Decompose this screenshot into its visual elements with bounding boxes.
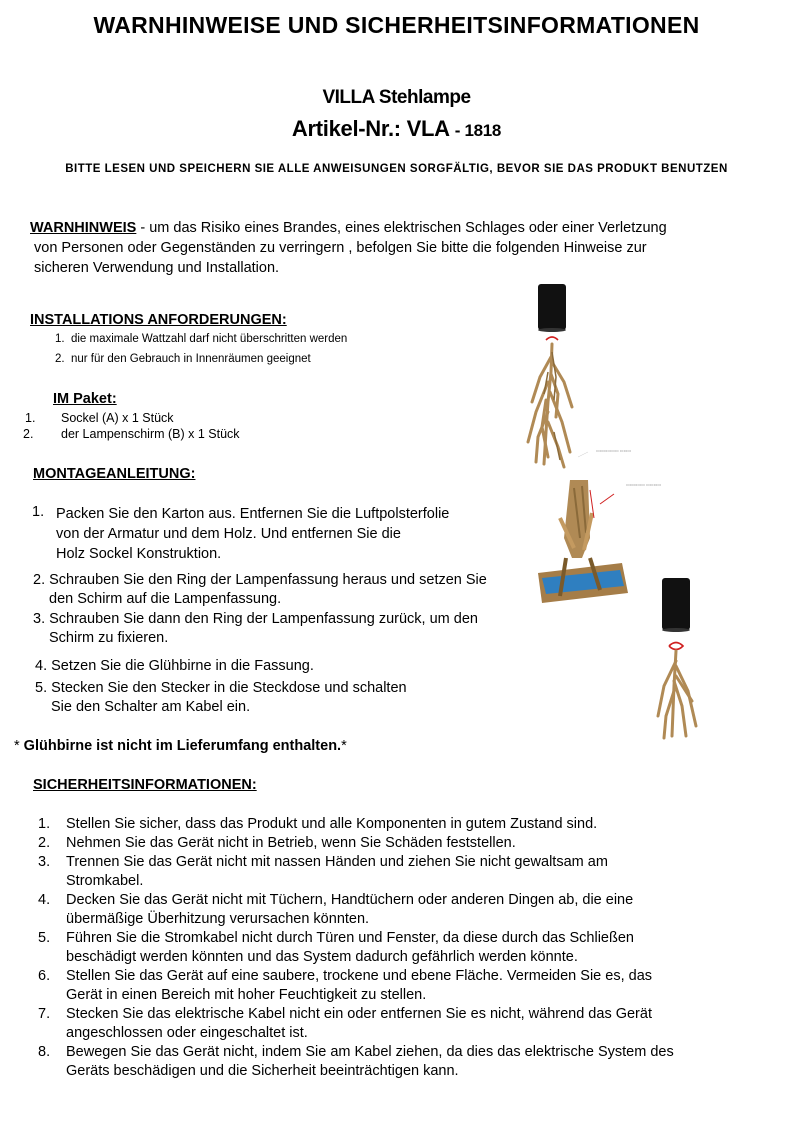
safety-item-line: Trennen Sie das Gerät nicht mit nassen Händen und ziehen Sie nicht gewaltsam am: [66, 854, 608, 870]
lamp-full-image: [518, 282, 598, 470]
package-item-num: 2.: [23, 427, 34, 441]
article-number-value: - 1818: [454, 121, 502, 140]
marker-icon: [546, 337, 558, 340]
article-prefix: Artikel-Nr.: VLA: [291, 116, 449, 141]
package-item-text: der Lampenschirm (B) x 1 Stück: [61, 427, 240, 441]
step-line: Holz Sockel Konstruktion.: [56, 546, 222, 562]
step-4: 4. Setzen Sie die Glühbirne in die Fassung.: [35, 658, 314, 674]
safety-item-line: Geräts beschädigen und die Sicherheit beeinträchtigen kann.: [66, 1063, 459, 1079]
safety-item-line: Gerät in einen Bereich mit hoher Feuchtigkeit zu stellen.: [66, 987, 427, 1003]
installation-item: [55, 333, 347, 345]
bulb-note: [14, 738, 347, 754]
step-line: 3. Schrauben Sie dann den Ring der Lampenfassung zurück, um den: [33, 611, 478, 627]
lamp-shade: [662, 578, 690, 630]
safety-item-line: Stecken Sie das elektrische Kabel nicht ein oder entfernen Sie es nicht, während das Gerät: [66, 1006, 652, 1022]
safety-item-line: Nehmen Sie das Gerät nicht in Betrieb, wenn Sie Schäden feststellen.: [66, 835, 516, 851]
warning-line-3: sicheren Verwendung und Installation.: [34, 260, 280, 276]
item-number: 2.: [55, 353, 65, 365]
safety-item-number: 1.: [38, 816, 51, 832]
safety-item-number: 8.: [38, 1044, 51, 1060]
step-1-text: [56, 504, 449, 564]
safety-item-number: 5.: [38, 930, 51, 946]
step-3: [33, 610, 478, 648]
warning-heading: WARNHINWEIS: [30, 220, 137, 236]
bulb-note-prefix: *: [14, 738, 24, 754]
installation-item: [55, 353, 311, 365]
wood-branches: [528, 344, 572, 467]
safety-item-line: Führen Sie die Stromkabel nicht durch Türen und Fenster, da diese durch das Schließen: [66, 930, 634, 946]
image-annotation: ▭▭▭▭▭▭ ▭▭▭: [596, 448, 632, 453]
lamp-base-image: [530, 478, 630, 606]
safety-item-line: beschädigt werden könnten und das System dadurch gefährlich werden könnte.: [66, 949, 578, 965]
image-annotation: ▭▭▭▭▭ ▭▭▭▭: [626, 482, 662, 487]
safety-item: [30, 815, 770, 834]
article-number: [0, 116, 793, 142]
item-number: 1.: [55, 333, 65, 345]
safety-item-number: 2.: [38, 835, 51, 851]
page-title: WARNHINWEISE UND SICHERHEITSINFORMATIONEN: [93, 12, 700, 38]
warning-line-1: - um das Risiko eines Brandes, eines elektrischen Schlages oder einer Verletzung: [136, 220, 667, 236]
installation-heading: INSTALLATIONS ANFORDERUNGEN:: [30, 312, 287, 328]
marker-icon: [669, 643, 683, 650]
product-name: VILLA Stehlampe: [322, 87, 471, 108]
safety-item-line: Stromkabel.: [66, 873, 144, 889]
safety-item-line: übermäßige Überhitzung verursachen könnten.: [66, 911, 370, 927]
safety-item-line: Bewegen Sie das Gerät nicht, indem Sie am Kabel ziehen, da dies das elektrische System des: [66, 1044, 674, 1060]
step-line: Packen Sie den Karton aus. Entfernen Sie die Luftpolsterfolie: [56, 506, 450, 522]
safety-item-number: 4.: [38, 892, 51, 908]
bulb-note-suffix: *: [341, 738, 347, 754]
safety-item-line: Decken Sie das Gerät nicht mit Tüchern, Handtüchern oder anderen Dingen ab, die eine: [66, 892, 634, 908]
safety-list: [30, 815, 770, 1081]
safety-item: [30, 853, 770, 891]
step-line: Schirm zu fixieren.: [49, 630, 169, 646]
safety-item-line: angeschlossen oder eingeschaltet ist.: [66, 1025, 308, 1041]
assembly-heading: MONTAGEANLEITUNG:: [33, 466, 196, 482]
safety-item-number: 6.: [38, 968, 51, 984]
safety-item-line: Stellen Sie sicher, dass das Produkt und alle Komponenten in gutem Zustand sind.: [66, 816, 598, 832]
warning-line-2: von Personen oder Gegenständen zu verringern , befolgen Sie bitte die folgenden Hinweise zur: [34, 240, 647, 256]
step-line: den Schirm auf die Lampenfassung.: [49, 591, 282, 607]
item-text: die maximale Wattzahl darf nicht überschritten werden: [70, 333, 348, 345]
step-5: [35, 679, 407, 717]
safety-item-line: Stellen Sie das Gerät auf eine saubere, trockene und ebene Fläche. Vermeiden Sie es, das: [66, 968, 653, 984]
package-item-num: 1.: [25, 411, 36, 425]
step-1-number: 1.: [32, 504, 45, 520]
safety-heading: SICHERHEITSINFORMATIONEN:: [33, 777, 257, 793]
lamp-shade: [538, 284, 566, 330]
safety-item-number: 7.: [38, 1006, 51, 1022]
step-2: [33, 571, 487, 609]
warning-paragraph: [30, 218, 750, 278]
step-line: von der Armatur und dem Holz. Und entfernen Sie die: [56, 526, 401, 542]
safety-item-number: 3.: [38, 854, 51, 870]
read-notice: BITTE LESEN UND SPEICHERN SIE ALLE ANWEISUNGEN SORGFÄLTIG, BEVOR SIE DAS PRODUKT BENUTZEN: [65, 163, 728, 175]
package-heading: IM Paket:: [53, 391, 117, 407]
safety-item: [30, 891, 770, 929]
bulb-note-text: Glühbirne ist nicht im Lieferumfang enthalten.: [23, 738, 342, 754]
lamp-top-image: [652, 576, 710, 741]
step-line: 5. Stecken Sie den Stecker in die Steckdose und schalten: [35, 680, 407, 696]
item-text: nur für den Gebrauch in Innenräumen geeignet: [70, 353, 311, 365]
step-line: 2. Schrauben Sie den Ring der Lampenfassung heraus und setzen Sie: [33, 572, 487, 588]
safety-item: [30, 929, 770, 967]
safety-item: [30, 1043, 770, 1081]
package-item-text: Sockel (A) x 1 Stück: [61, 411, 174, 425]
safety-item: [30, 967, 770, 1005]
safety-item: [30, 1005, 770, 1043]
safety-item: [30, 834, 770, 853]
step-line: Sie den Schalter am Kabel ein.: [51, 699, 251, 715]
